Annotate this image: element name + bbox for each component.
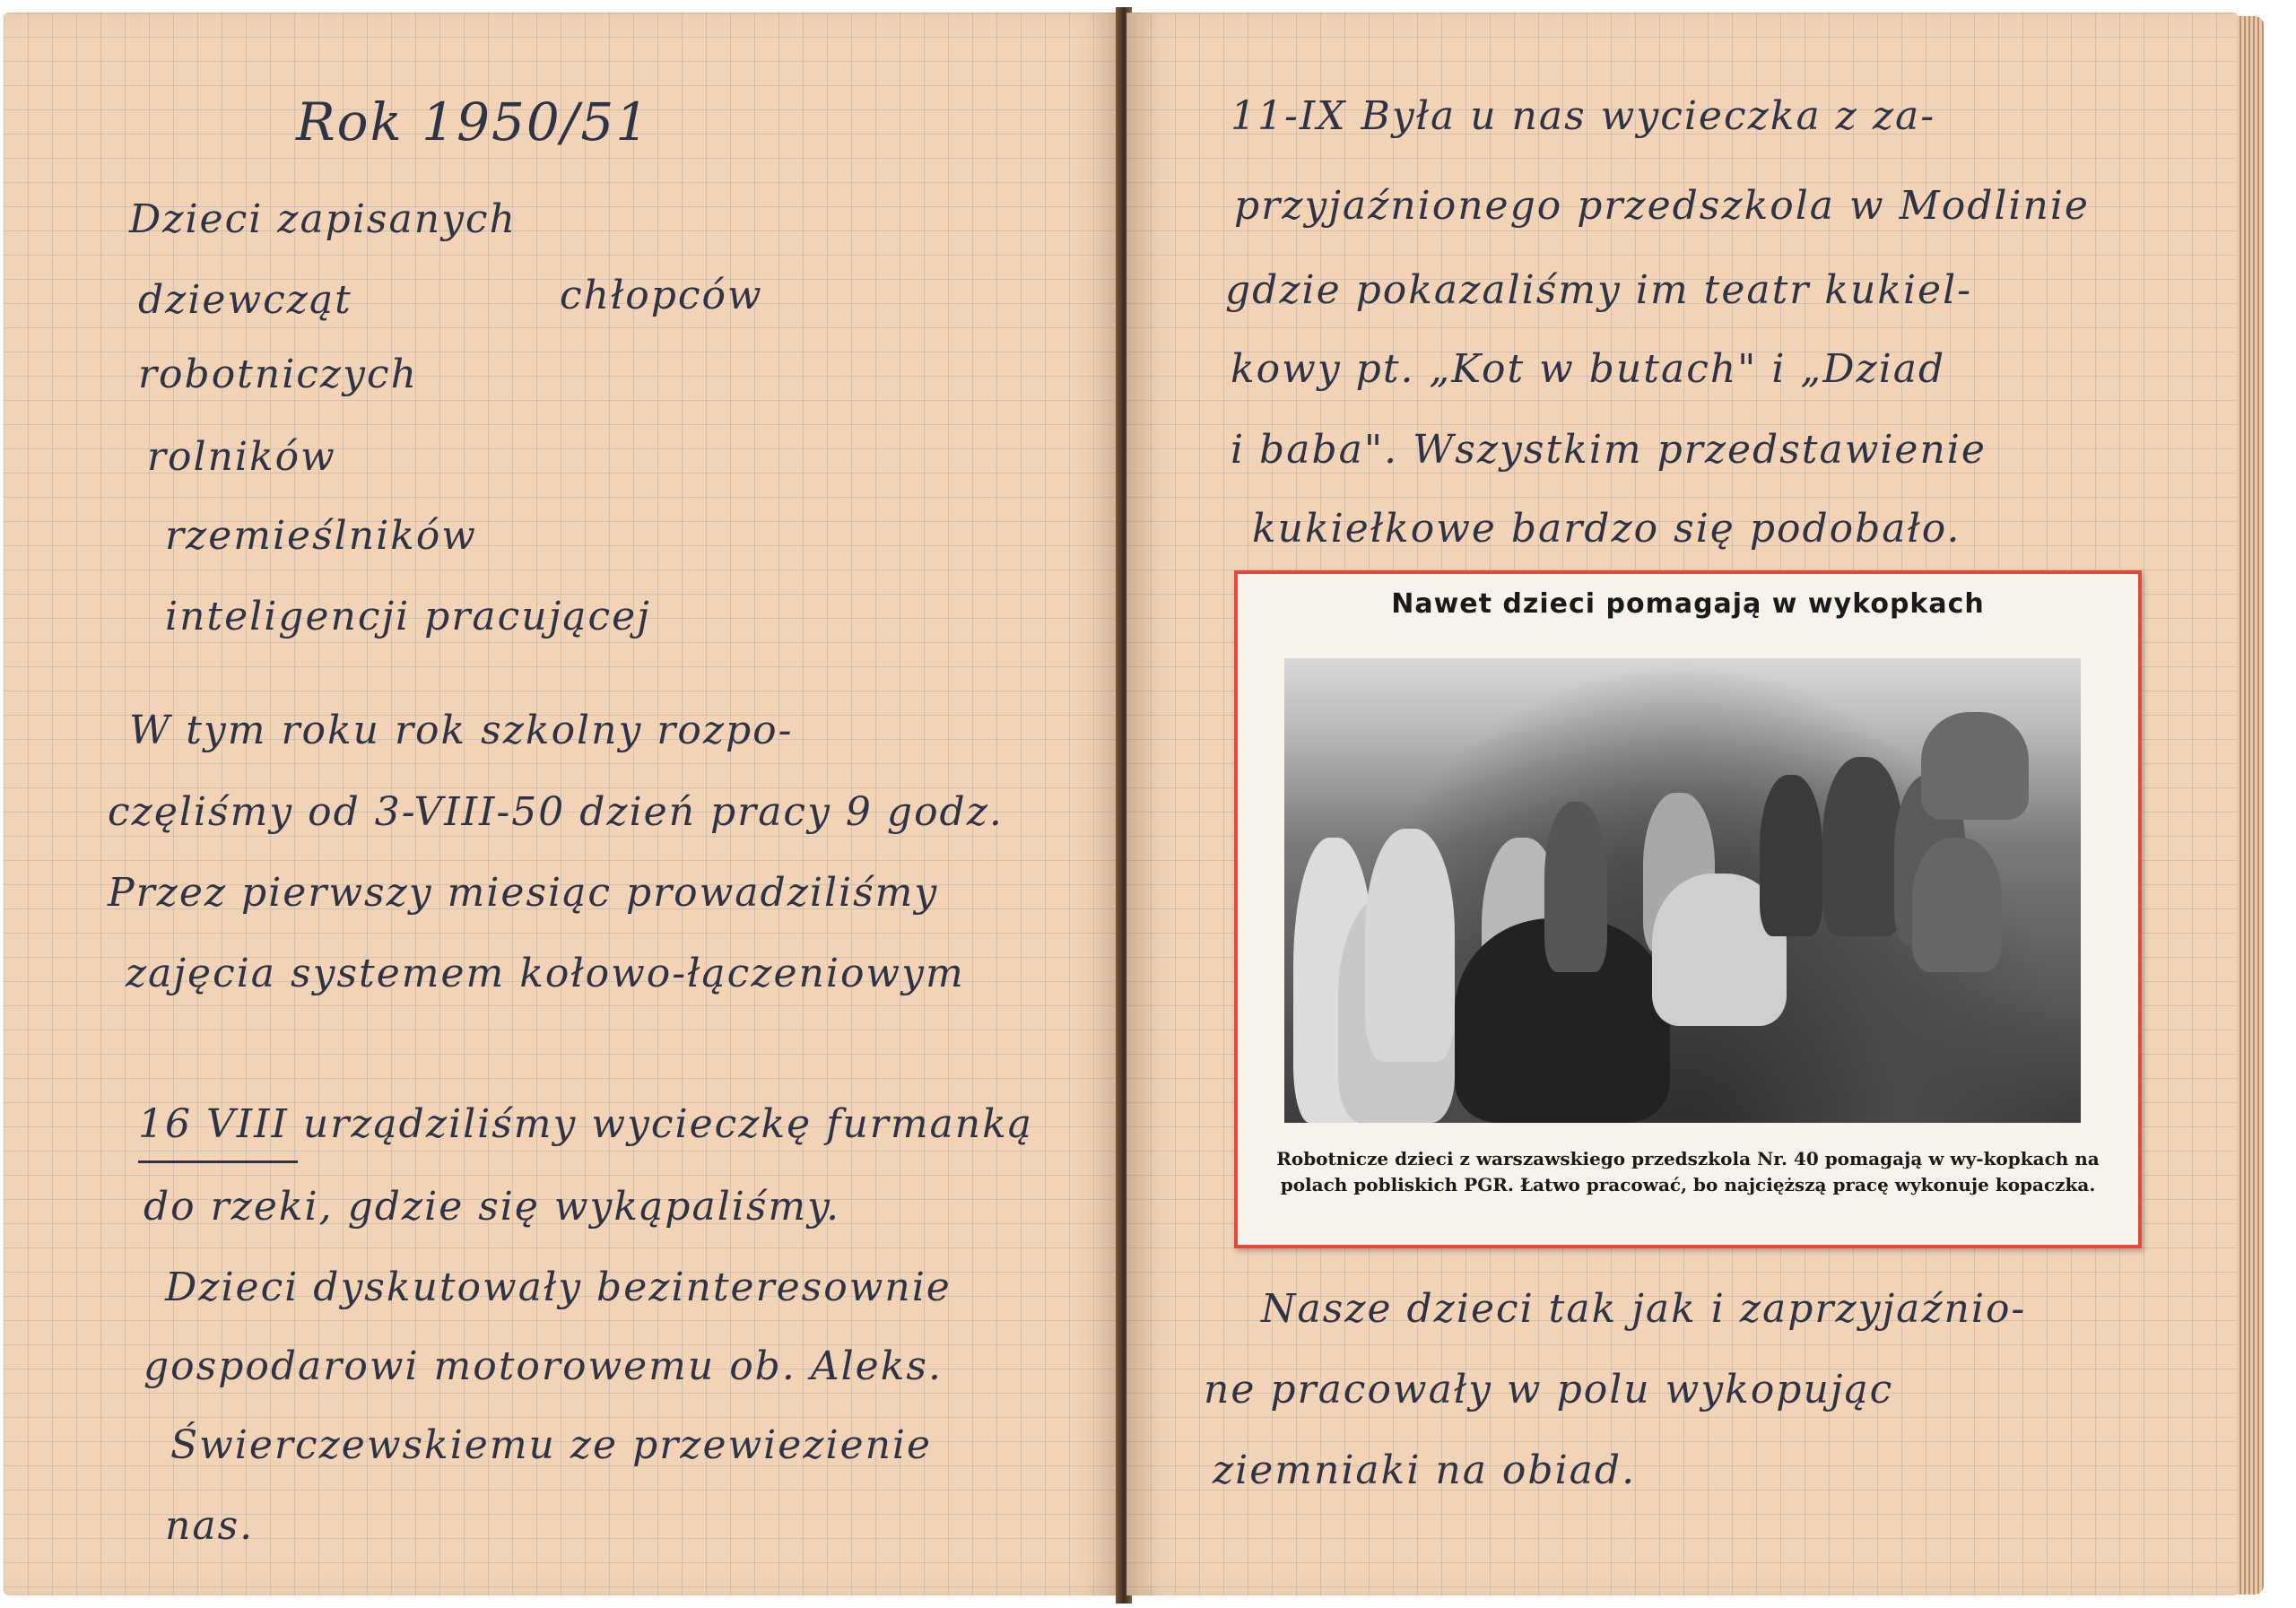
handwritten-line: rolników [147, 434, 336, 480]
clipping-photo [1284, 658, 2081, 1123]
handwritten-line: zajęcia systemem kołowo-łączeniowym [126, 951, 965, 996]
clipping-headline: Nawet dzieci pomagają w wykopkach [1391, 588, 1985, 620]
handwritten-line: i baba". Wszystkim przedstawienie [1231, 427, 1987, 473]
handwritten-line: 11-IX Była u nas wycieczka z za- [1231, 93, 1936, 139]
newspaper-clipping [1234, 570, 2142, 1248]
photo-figure [1912, 838, 2002, 972]
handwritten-line: W tym roku rok szkolny rozpo- [129, 708, 794, 753]
handwritten-line: inteligencji pracującej [165, 594, 651, 639]
handwritten-line: ne pracowały w polu wykopując [1204, 1367, 1894, 1412]
handwritten-line: Nasze dzieci tak jak i zaprzyjaźnio- [1261, 1286, 2027, 1332]
handwritten-line: Przez pierwszy miesiąc prowadziliśmy [108, 870, 939, 916]
photo-figure [1365, 829, 1455, 1062]
handwritten-line: dziewcząt [138, 277, 352, 323]
handwritten-line: Dzieci dyskutowały bezinteresownie [165, 1265, 952, 1310]
handwritten-line: Świerczewskiemu ze przewiezienie [170, 1422, 933, 1468]
handwritten-line: rzemieślników [165, 513, 477, 559]
handwritten-line: gospodarowi motorowemu ob. Aleks. [144, 1343, 943, 1389]
page-title: Rok 1950/51 [296, 91, 651, 152]
page-edges [2237, 16, 2264, 1595]
handwritten-line: częliśmy od 3-VIII-50 dzień pracy 9 godz. [108, 789, 1004, 835]
handwritten-line: robotniczych [138, 352, 418, 397]
handwritten-line: kukiełkowe bardzo się podobało. [1252, 506, 1961, 552]
handwritten-line: gdzie pokazaliśmy im teatr kukiel- [1225, 267, 1973, 313]
handwritten-line: ziemniaki na obiad. [1213, 1447, 1637, 1493]
photo-figure [1544, 802, 1607, 972]
handwritten-line: 16 VIII urządziliśmy wycieczkę furmanką [138, 1101, 1034, 1147]
photo-figure [1760, 775, 1822, 936]
handwritten-line: Dzieci zapisanych [129, 196, 517, 242]
photo-figure [1822, 757, 1903, 936]
handwritten-line: kowy pt. „Kot w butach" i „Dziad [1231, 346, 1946, 392]
photo-horses [1921, 712, 2029, 820]
clipping-caption: Robotnicze dzieci z warszawskiego przedszkola Nr. 40 pomagają w wy-kopkach na polach pobliskich PGR. Łatwo pracować, bo najcięższą pracę wykonuje kopaczka. [1276, 1148, 2100, 1195]
left-page [4, 13, 1121, 1595]
handwritten-line: nas. [165, 1503, 255, 1549]
handwritten-line: chłopców [560, 273, 763, 318]
handwritten-line: do rzeki, gdzie się wykąpaliśmy. [144, 1184, 841, 1230]
date-underline [138, 1160, 298, 1163]
handwritten-line: przyjaźnionego przedszkola w Modlinie [1234, 183, 2090, 229]
